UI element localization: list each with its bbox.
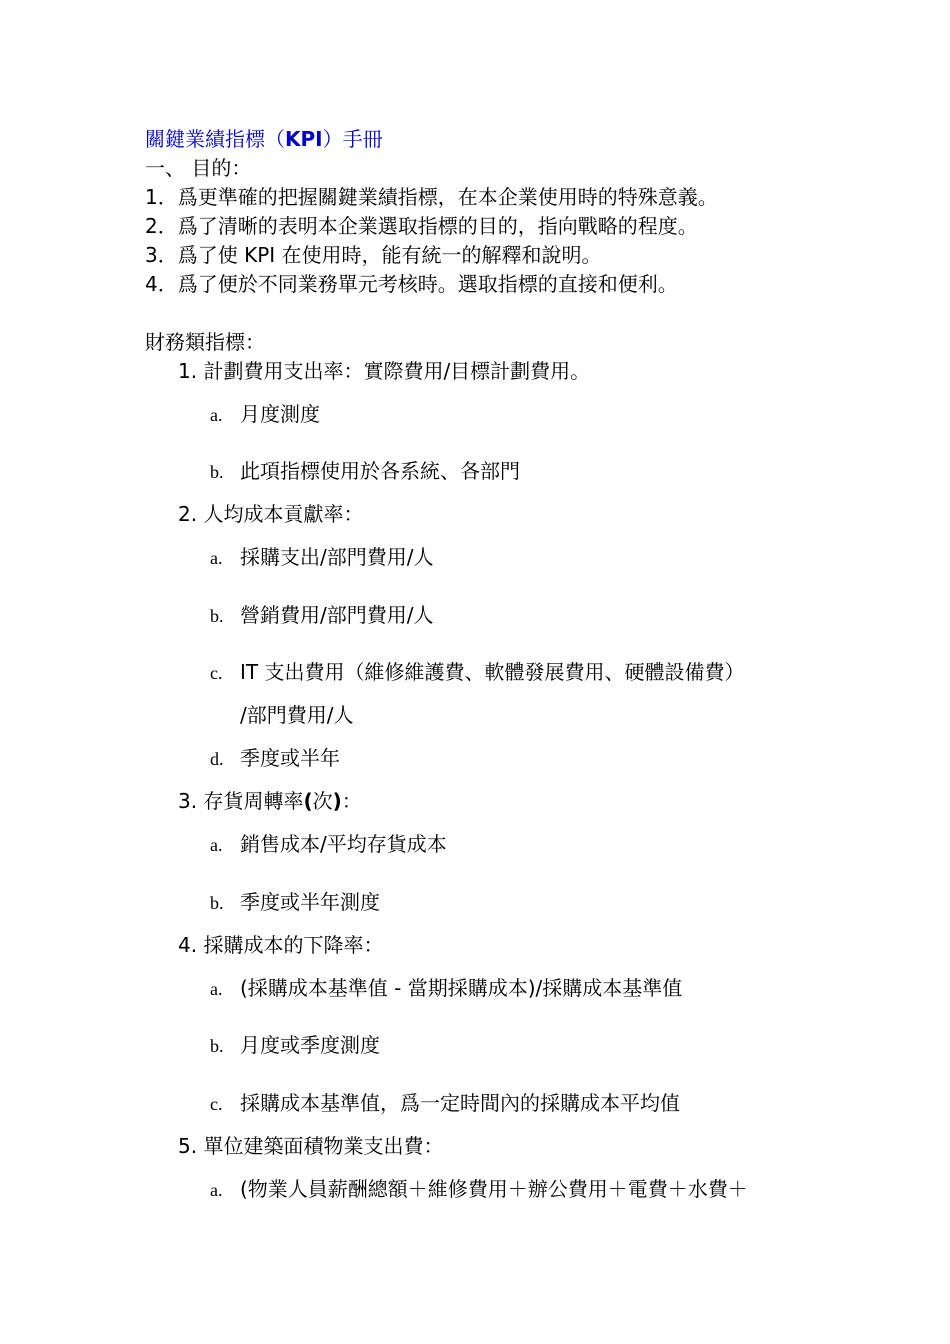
list-marker: c. [210, 1094, 223, 1114]
list-item-text: 採購支出/部門費用/人 [240, 545, 434, 569]
list-item [210, 830, 447, 859]
list-marker: a. [210, 1180, 223, 1200]
list-marker: b. [210, 1036, 224, 1056]
list-item [210, 400, 320, 429]
list-item [210, 457, 520, 486]
list-item-text: 營銷費用/部門費用/人 [240, 603, 434, 627]
list-item-text: 月度或季度測度 [240, 1033, 380, 1057]
list-marker: a. [210, 548, 223, 568]
financial-item-1: 1. 計劃費用支出率：實際費用/目標計劃費用。 [178, 359, 591, 383]
purpose-item-1: 1．爲更準確的把握關鍵業績指標，在本企業使用時的特殊意義。 [145, 185, 718, 209]
title-prefix: 關鍵業績指標（ [145, 127, 285, 151]
purpose-item-4: 4．爲了便於不同業務單元考核時。選取指標的直接和便利。 [145, 272, 678, 296]
list-item [210, 1089, 680, 1118]
item-label-text: 次 [312, 789, 333, 813]
list-item-text: (採購成本基準值 - 當期採購成本)/採購成本基準值 [240, 976, 683, 1000]
list-marker: a. [210, 835, 223, 855]
close-paren: ) [332, 789, 342, 813]
list-item [210, 974, 682, 1003]
financial-item-5: 5. 單位建築面積物業支出費： [178, 1134, 444, 1158]
purpose-item-3: 3．爲了使 KPI 在使用時，能有統一的解釋和說明。 [145, 243, 602, 267]
list-item [210, 601, 433, 630]
list-marker: a. [210, 979, 223, 999]
purpose-heading: 一、 目的： [145, 156, 252, 180]
list-item-continuation: /部門費用/人 [240, 703, 354, 727]
list-marker: d. [210, 749, 224, 769]
item-label-text: 3. 存貨周轉率 [178, 789, 304, 813]
list-marker: b. [210, 893, 224, 913]
list-marker: c. [210, 663, 223, 683]
financial-heading: 財務類指標： [145, 330, 265, 354]
list-item-text: 採購成本基準值，爲一定時間內的採購成本平均值 [240, 1091, 680, 1115]
item-label-colon: ： [341, 789, 362, 813]
financial-item-3 [178, 787, 362, 815]
title-kpi: KPI [285, 127, 323, 151]
list-item-text: 此項指標使用於各系統、各部門 [240, 459, 520, 483]
list-marker: a. [210, 405, 223, 425]
list-marker: b. [210, 462, 224, 482]
open-paren: ( [303, 789, 313, 813]
financial-item-4: 4. 採購成本的下降率： [178, 933, 384, 957]
list-item [210, 1031, 380, 1060]
list-item-text: IT 支出費用（維修維護費、軟體發展費用、硬體設備費） [240, 660, 745, 684]
list-item [210, 744, 340, 773]
financial-item-2: 2. 人均成本貢獻率： [178, 502, 364, 526]
list-item [210, 658, 744, 687]
list-item-text: 季度或半年 [240, 746, 340, 770]
title-suffix: ）手冊 [322, 127, 383, 151]
list-item-text: 月度測度 [240, 402, 320, 426]
list-item-text: (物業人員薪酬總額＋維修費用＋辦公費用＋電費＋水費＋ [240, 1177, 748, 1201]
list-item-text: 季度或半年測度 [240, 890, 380, 914]
list-item [210, 543, 433, 572]
page-title [145, 125, 383, 153]
purpose-item-2: 2．爲了清晰的表明本企業選取指標的目的，指向戰略的程度。 [145, 214, 698, 238]
list-item [210, 1175, 748, 1204]
list-item [210, 888, 380, 917]
list-item-text: 銷售成本/平均存貨成本 [240, 832, 447, 856]
list-marker: b. [210, 606, 224, 626]
